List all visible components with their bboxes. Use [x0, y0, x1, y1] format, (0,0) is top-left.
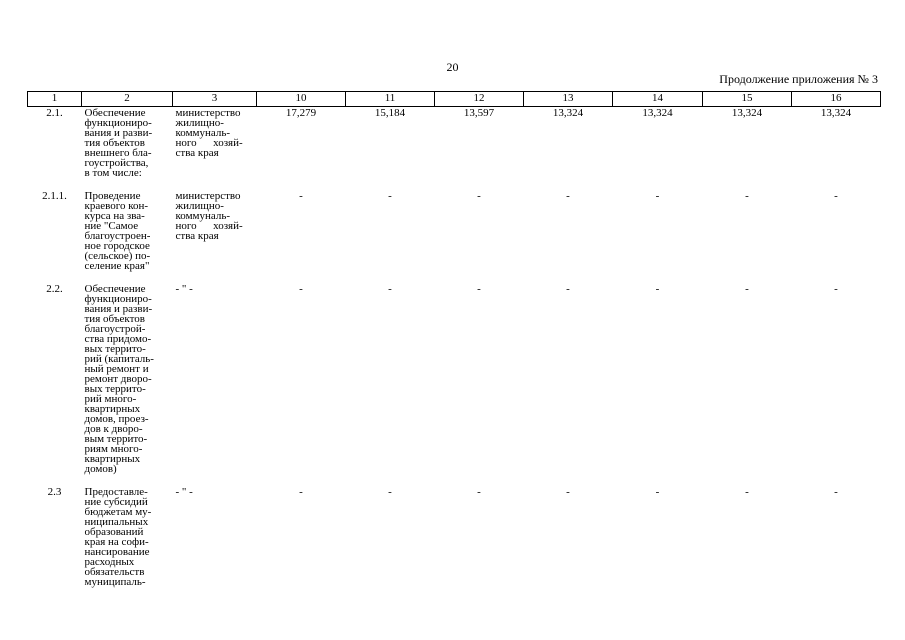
- activity-name-line: ное городское: [84, 240, 150, 252]
- activity-name-line: риям много-: [84, 443, 143, 455]
- activity-name-line: Предоставле-: [84, 486, 148, 498]
- activity-name-line: курса на зва-: [84, 210, 145, 222]
- funding-value: -: [299, 486, 303, 498]
- executor-line: ного хозяй-: [175, 137, 243, 149]
- executor-line: коммуналь-: [175, 127, 231, 139]
- funding-value: -: [655, 486, 660, 498]
- executor-line: ства края: [175, 147, 219, 159]
- funding-value: -: [566, 486, 570, 498]
- funding-value: 13,324: [731, 107, 763, 119]
- activity-name-line: ный ремонт и: [84, 363, 149, 375]
- executor-line: ного хозяй-: [175, 220, 243, 232]
- activity-name-line: вых террито-: [84, 343, 146, 355]
- table-row: [28, 107, 881, 191]
- activity-name-line: обязательств: [84, 566, 145, 578]
- executor-line: коммуналь-: [175, 210, 231, 222]
- activity-name-line: Обеспечение: [84, 107, 146, 119]
- activity-name-line: благоустроен-: [84, 230, 151, 242]
- table-row: [28, 486, 881, 587]
- activity-name-line: Проведение: [84, 190, 141, 202]
- column-header: 3: [173, 92, 257, 107]
- activity-name-line: вания и разви-: [84, 127, 153, 139]
- executor-line: жилищно-: [175, 200, 224, 212]
- executor-line: - " -: [175, 486, 193, 498]
- budget-table-container: [27, 91, 880, 587]
- column-header: 2: [82, 92, 173, 107]
- executor: [173, 190, 257, 283]
- funding-value: 15,184: [374, 107, 406, 119]
- column-header: 14: [613, 92, 703, 107]
- funding-value: -: [834, 283, 838, 295]
- row-number: 2.1.1.: [42, 190, 67, 202]
- row-number: 2.3: [47, 486, 62, 498]
- funding-value: -: [745, 486, 749, 498]
- activity-name-line: рий много-: [84, 393, 137, 405]
- activity-name-line: благоустрой-: [84, 323, 146, 335]
- funding-value: -: [655, 190, 660, 202]
- activity-name-line: расходных: [84, 556, 135, 568]
- activity-name-line: тия объектов: [84, 313, 145, 325]
- funding-value: 13,324: [820, 107, 852, 119]
- activity-name-line: функциониро-: [84, 293, 152, 305]
- funding-value: -: [834, 190, 838, 202]
- activity-name-line: края на софи-: [84, 536, 149, 548]
- table-row: [28, 283, 881, 486]
- funding-value: -: [477, 283, 481, 295]
- executor: [173, 486, 257, 587]
- column-header: 1: [28, 92, 82, 107]
- funding-value: 13,597: [463, 107, 495, 119]
- activity-name: [82, 486, 173, 587]
- activity-name-line: гоустройства,: [84, 157, 149, 169]
- activity-name-line: ниципальных: [84, 516, 149, 528]
- activity-name-line: вых террито-: [84, 383, 146, 395]
- activity-name-line: домов, проез-: [84, 413, 149, 425]
- activity-name-line: квартирных: [84, 453, 141, 465]
- activity-name-line: ства придомо-: [84, 333, 152, 345]
- table-body: [28, 107, 881, 588]
- funding-value: -: [566, 283, 570, 295]
- funding-value: -: [388, 486, 392, 498]
- activity-name-line: домов): [84, 463, 117, 475]
- activity-name-line: краевого кон-: [84, 200, 149, 212]
- activity-name-line: функциониро-: [84, 117, 152, 129]
- funding-value: -: [388, 190, 392, 202]
- funding-value: 13,324: [642, 107, 673, 119]
- activity-name-line: вым террито-: [84, 433, 148, 445]
- funding-value: -: [834, 486, 838, 498]
- executor: [173, 107, 257, 191]
- activity-name: [82, 283, 173, 486]
- activity-name-line: нансирование: [84, 546, 150, 558]
- activity-name: [82, 107, 173, 191]
- executor-line: министерство: [175, 107, 241, 119]
- activity-name-line: селение края": [84, 260, 150, 272]
- table-row: [28, 190, 881, 283]
- column-header: 11: [346, 92, 435, 107]
- column-header: 10: [257, 92, 346, 107]
- activity-name: [82, 190, 173, 283]
- funding-value: -: [299, 190, 303, 202]
- header-row: [28, 92, 881, 107]
- activity-name-line: вания и разви-: [84, 303, 153, 315]
- executor-line: жилищно-: [175, 117, 224, 129]
- executor-line: ства края: [175, 230, 219, 242]
- activity-name-line: Обеспечение: [84, 283, 146, 295]
- funding-value: -: [655, 283, 660, 295]
- column-header: 16: [792, 92, 881, 107]
- funding-value: 17,279: [285, 107, 317, 119]
- activity-name-line: внешнего бла-: [84, 147, 152, 159]
- activity-name-line: рий (капиталь-: [84, 353, 154, 365]
- row-number: 2.2.: [46, 283, 63, 295]
- executor: [173, 283, 257, 486]
- funding-value: -: [477, 190, 481, 202]
- activity-name-line: муниципаль-: [84, 576, 146, 588]
- funding-value: -: [477, 486, 481, 498]
- executor-line: министерство: [175, 190, 241, 202]
- funding-value: 13,324: [552, 107, 584, 119]
- column-header: 13: [524, 92, 613, 107]
- funding-value: -: [388, 283, 392, 295]
- continuation-caption: Продолжение приложения № 3: [719, 72, 878, 86]
- budget-table: [27, 91, 881, 587]
- activity-name-line: ние "Самое: [84, 220, 139, 232]
- activity-name-line: ние субсидий: [84, 496, 148, 508]
- activity-name-line: образований: [84, 526, 144, 538]
- activity-name-line: ремонт дворо-: [84, 373, 152, 385]
- funding-value: -: [745, 283, 749, 295]
- funding-value: -: [745, 190, 749, 202]
- activity-name-line: (сельское) по-: [84, 250, 151, 262]
- activity-name-line: дов к дворо-: [84, 423, 143, 435]
- executor-line: - " -: [175, 283, 193, 295]
- page-number: 20: [446, 60, 459, 74]
- funding-value: -: [566, 190, 570, 202]
- row-number: 2.1.: [46, 107, 63, 119]
- activity-name-line: бюджетам му-: [84, 506, 152, 518]
- funding-value: -: [299, 283, 303, 295]
- column-header: 15: [703, 92, 792, 107]
- column-header: 12: [435, 92, 524, 107]
- activity-name-line: в том числе:: [84, 167, 142, 179]
- activity-name-line: квартирных: [84, 403, 141, 415]
- activity-name-line: тия объектов: [84, 137, 145, 149]
